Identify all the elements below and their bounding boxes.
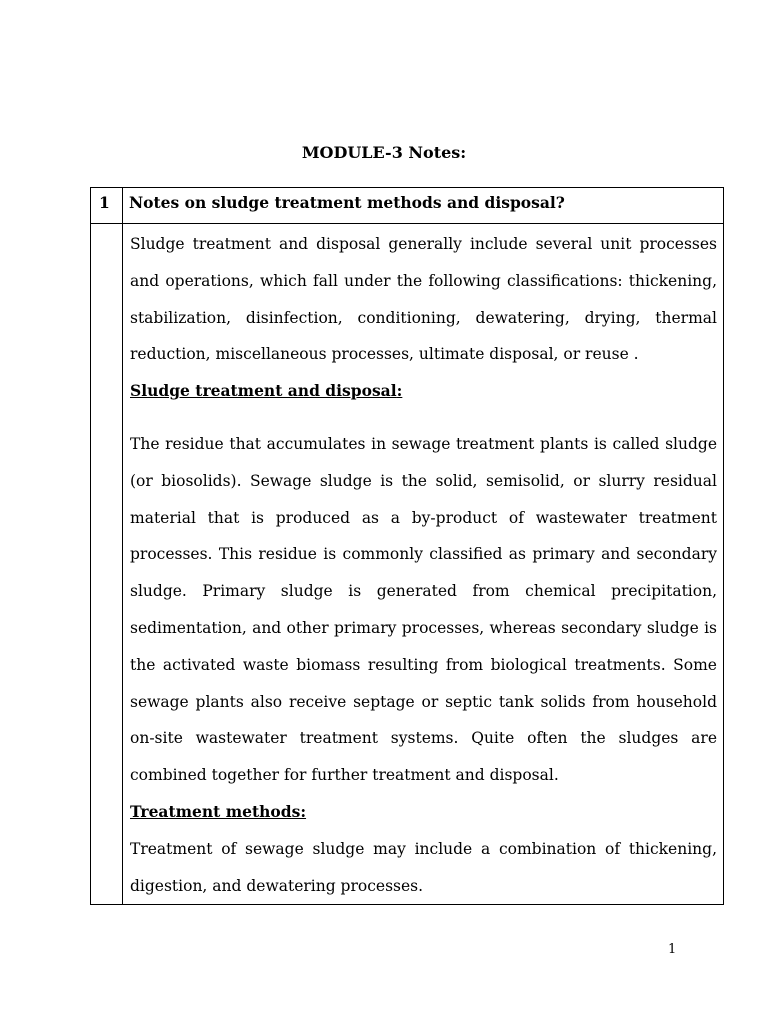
table-row-question bbox=[91, 188, 724, 224]
page-title bbox=[0, 143, 768, 163]
section-heading-treatment-methods: Treatment methods: bbox=[130, 801, 307, 821]
paragraph-spacer bbox=[130, 410, 717, 426]
page-title-text: MODULE-3 Notes: bbox=[301, 143, 467, 162]
question-cell bbox=[123, 188, 724, 224]
notes-table bbox=[90, 187, 724, 905]
page-number: 1 bbox=[668, 942, 677, 957]
section-heading-colon: : bbox=[396, 381, 403, 401]
section-heading-sludge-treatment-text: Sludge treatment and disposal bbox=[130, 381, 397, 401]
table-row-answer bbox=[91, 224, 724, 905]
empty-number-cell bbox=[91, 224, 123, 905]
row-number-cell bbox=[91, 188, 123, 224]
answer-cell bbox=[123, 224, 724, 905]
question-text: Notes on sludge treatment methods and disposal? bbox=[129, 193, 565, 212]
intro-paragraph: Sludge treatment and disposal generally include several unit processes and operations, which fall under the following classifications: thickening, stabilization, disinfection, conditioning, dewatering, drying, thermal reduction, miscellaneous processes, ultimate disposal, or reuse . bbox=[130, 235, 717, 364]
treatment-methods-paragraph: Treatment of sewage sludge may include a combination of thickening, digestion, and dewatering processes. bbox=[130, 839, 717, 895]
sludge-paragraph: The residue that accumulates in sewage treatment plants is called sludge (or biosolids). Sewage sludge is the solid, semisolid, or slurry residual material that is produced as a by-product of wastewater treatment processes. This residue is commonly classified as primary and secondary sludge. Primary sludge is generated from chemical precipitation, sedimentation, and other primary processes, whereas secondary sludge is the activated waste biomass resulting from biological treatments. Some sewage plants also receive septage or septic tank solids from household on-site wastewater treatment systems. Quite often the sludges are combined together for further treatment and disposal. bbox=[130, 434, 717, 785]
row-number: 1 bbox=[99, 193, 110, 212]
section-heading-sludge-treatment bbox=[130, 373, 717, 410]
